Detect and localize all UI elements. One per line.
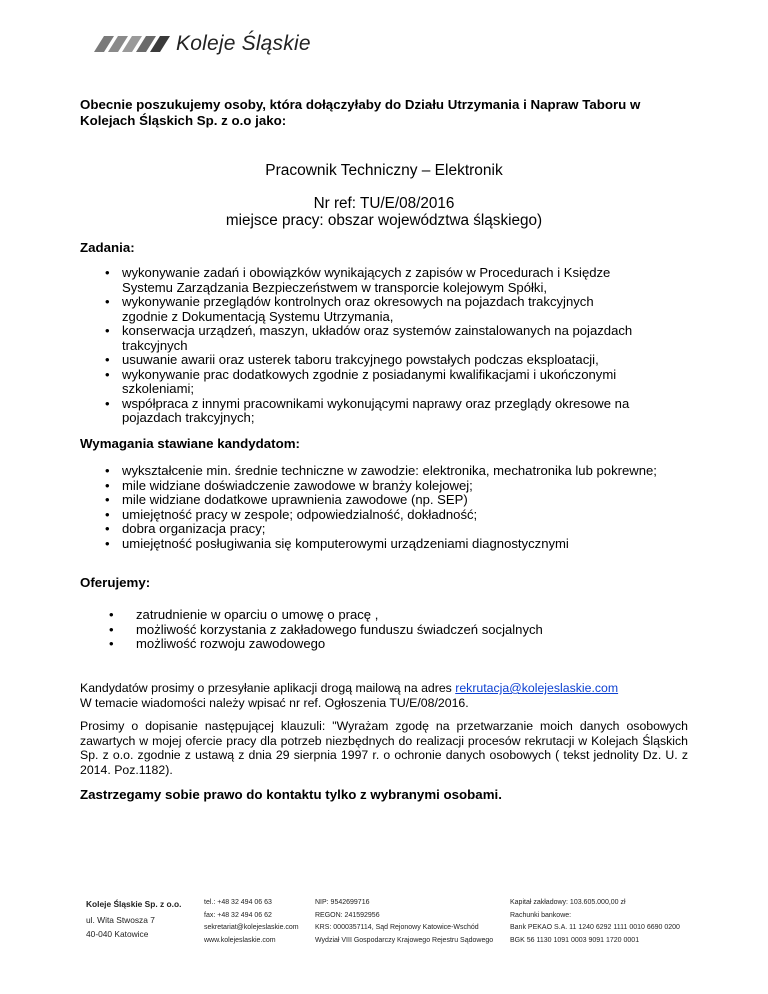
offer-list — [100, 608, 660, 652]
list-item: • zatrudnienie w oparciu o umowę o pracę , — [100, 608, 660, 623]
logo-stripes-icon — [94, 34, 170, 54]
list-item: • konserwacja urządzeń, maszyn, układów oraz systemów zainstalowanych na pojazdach trakcyjnych — [100, 324, 640, 353]
work-location: miejsce pracy: obszar województwa śląskiego) — [225, 212, 543, 229]
footer-city: 40-040 Katowice — [86, 929, 149, 939]
intro-text: Obecnie poszukujemy osoby, która dołączyłaby do Działu Utrzymania i Napraw Taboru w Kolejach Śląskich Sp. z o.o jako: — [80, 97, 641, 128]
list-item: • wykonywanie przeglądów kontrolnych oraz okresowych na pojazdach trakcyjnych zgodnie z Dokumentacją Systemu Utrzymania, — [100, 295, 640, 324]
footer-regon: REGON: 241592956 — [315, 911, 380, 919]
consent-clause: Prosimy o dopisanie następującej klauzuli: "Wyrażam zgodę na przetwarzanie moich danych osobowych zawartych w mojej ofercie pracy dla potrzeb niezbędnych do realizacji procesów rekrutacji w Kolejach Śląskich Sp. z o.o. zgodnie z ustawą z dnia 29 sierpnia 1997 r. o ochronie danych osobowych ( tekst jednolity Dz. U. z 2014. Poz.1182). — [80, 719, 688, 777]
list-item: • współpraca z innymi pracownikami wykonującymi naprawy oraz przeglądy okresowe na pojazdach trakcyjnych; — [100, 397, 640, 426]
footer-website: www.kolejeslaskie.com — [204, 936, 276, 944]
application-text: Kandydatów prosimy o przesyłanie aplikacji drogą mailową na adres — [80, 681, 456, 695]
footer-fax: fax: +48 32 494 06 62 — [204, 911, 272, 919]
closing-note: Zastrzegamy sobie prawo do kontaktu tylko z wybranymi osobami. — [80, 787, 502, 802]
footer-court: Wydział VIII Gospodarczy Krajowego Rejestru Sądowego — [315, 936, 494, 944]
tasks-heading: Zadania: — [80, 240, 135, 255]
list-item: • możliwość rozwoju zawodowego — [100, 637, 660, 652]
application-info — [80, 681, 688, 710]
subject-instruction: W temacie wiadomości należy wpisać nr ref. Ogłoszenia TU/E/08/2016. — [80, 695, 469, 710]
footer-bank-account: BGK 56 1130 1091 0003 9091 1720 0001 — [510, 936, 640, 944]
footer-krs: KRS: 0000357114, Sąd Rejonowy Katowice-Wschód — [315, 924, 479, 931]
reference-block — [0, 195, 768, 229]
footer-nip: NIP: 9542699716 — [315, 899, 370, 906]
footer-capital: Kapitał zakładowy: 103.605.000,00 zł — [510, 899, 626, 906]
footer-accounts-label: Rachunki bankowe: — [510, 911, 572, 919]
list-item: • mile widziane doświadczenie zawodowe w branży kolejowej; — [100, 479, 700, 494]
list-item: • usuwanie awarii oraz usterek taboru trakcyjnego powstałych podczas eksploatacji, — [100, 353, 640, 368]
list-item: • umiejętność pracy w zespole; odpowiedzialność, dokładność; — [100, 508, 700, 523]
list-item: • mile widziane dodatkowe uprawnienia zawodowe (np. SEP) — [100, 493, 700, 508]
company-logo — [94, 32, 311, 56]
list-item: • dobra organizacja pracy; — [100, 522, 700, 537]
application-line — [80, 681, 688, 696]
list-item: • wykształcenie min. średnie techniczne w zawodzie: elektronika, mechatronika lub pokrewne; — [100, 464, 700, 479]
footer-address — [86, 897, 181, 941]
footer-bank-account: Bank PEKAO S.A. 11 1240 6292 1111 0010 6690 0200 — [510, 924, 680, 931]
requirements-list — [100, 464, 700, 551]
list-item: • umiejętność posługiwania się komputerowymi urządzeniami diagnostycznymi — [100, 537, 700, 552]
logo-name: Koleje Śląskie — [176, 32, 311, 55]
footer-tel: tel.: +48 32 494 06 63 — [204, 899, 272, 906]
position-title: Pracownik Techniczny – Elektronik — [265, 162, 503, 179]
requirements-heading: Wymagania stawiane kandydatom: — [80, 436, 300, 451]
footer-contact — [204, 897, 299, 947]
recruitment-email-link[interactable]: rekrutacja@kolejeslaskie.com — [455, 681, 619, 695]
list-item: • możliwość korzystania z zakładowego funduszu świadczeń socjalnych — [100, 623, 660, 638]
tasks-list — [100, 266, 640, 426]
reference-number: Nr ref: TU/E/08/2016 — [313, 195, 455, 212]
list-item: • wykonywanie zadań i obowiązków wynikających z zapisów w Procedurach i Księdze Systemu Zarządzania Bezpieczeństwem w transporcie kolejowym Spółki, — [100, 266, 640, 295]
footer-registration — [315, 897, 493, 947]
offer-heading: Oferujemy: — [80, 575, 151, 590]
footer-email: sekretariat@kolejeslaskie.com — [204, 924, 299, 931]
footer-company: Koleje Śląskie Sp. z o.o. — [86, 899, 182, 909]
footer-bank — [510, 897, 680, 947]
footer-street: ul. Wita Stwosza 7 — [86, 915, 155, 925]
list-item: • wykonywanie prac dodatkowych zgodnie z posiadanymi kwalifikacjami i ukończonymi szkoleniami; — [100, 368, 640, 397]
